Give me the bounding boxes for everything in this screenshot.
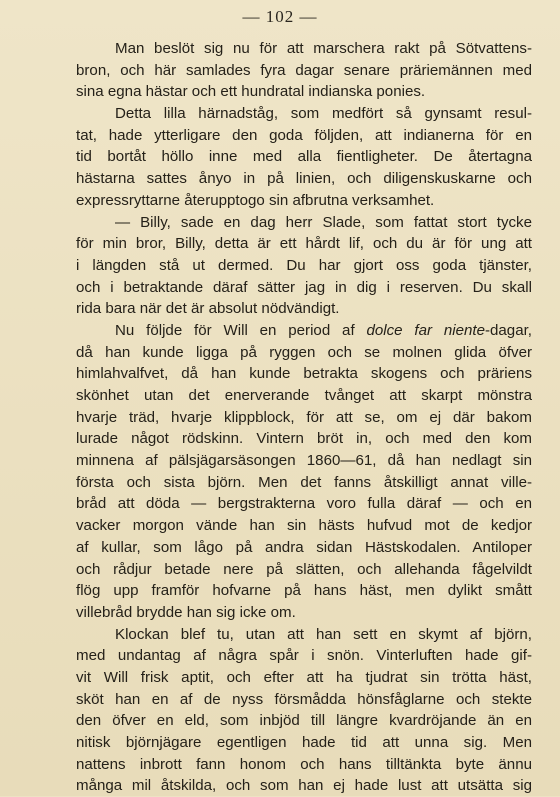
text-line: villebråd brydde han sig icke om. [76,603,296,621]
text-line: sköt han en af de nyss försmådda hönsfåglarne och stekte [76,690,532,708]
text-line: skönhet utan det enerverande tvånget att skarpt mönstra [76,387,532,404]
text-line: och rådjur betade nere på slätten, och allehanda fågelvildt [76,560,532,578]
text-line: vit Will frisk aptit, och efter att ha tjudrat sin trötta häst, [76,668,532,686]
text-line: den öfver en eld, som inbjöd till längre kvardröjande än en [76,712,532,730]
text-line: sina egna hästar och ett hundratal indianska ponies. [76,83,426,101]
text-line: första och sista björn. Men det fanns åtskilligt annat ville- [76,473,532,491]
text-line: minnena af pälsjägarsäsongen 1860—61, då han nedlagt sin [76,452,532,470]
text-line: — Billy, sade en dag herr Slade, som fattat stort tycke [115,213,532,231]
text-segment: -dagar, [484,321,532,339]
text-line: vacker morgon vände han sin hästs hufvud mot de kedjor [76,517,532,535]
text-line: lurade något rödskinn. Vintern bröt in, och med den kom [76,430,532,448]
text-line: Klockan blef tu, utan att han sett en skymt af björn, [115,625,532,643]
text-line: och i betraktande däraf sätter jag in dig i reserven. Du skall [76,278,532,296]
text-line: hästarna sattes ånyo in på linien, och diligenskuskarne och [76,170,532,188]
page-number: — 102 — [242,7,318,26]
italic-phrase: dolce far niente [366,321,485,339]
text-line: expressryttarne återupptogo sin afbrutna verksamhet. [76,191,435,209]
text-line: Man beslöt sig nu för att marschera rakt på Sötvattens- [115,40,532,57]
text-line: Detta lilla härnadståg, som medfört så gynsamt resul- [115,105,532,123]
text-line: af kullar, som lågo på andra sidan Hästskodalen. Antiloper [76,538,532,556]
text-line [76,320,532,342]
text-line: tid bortåt höllo inne med alla fientligheter. De återtagna [76,148,532,166]
text-line: bron, och här samlades fyra dagar senare präriemännen med [76,61,532,79]
text-line: många mil åtskilda, och som han ej hade lust att utsätta sig [76,777,532,795]
text-line: rida bara när det är absolut nödvändigt. [76,300,340,318]
text-line: flög upp framför hofvarne på hans häst, men dylikt smått [76,582,532,600]
text-line: då han kunde ligga på ryggen och se molnen glida öfver [76,343,532,361]
text-line: tat, hade ytterligare den goda följden, att indianerna för en [76,126,532,144]
text-line: för min bror, Billy, detta är ett hårdt lif, och du är för ung att [76,235,532,253]
text-line: hvarje träd, hvarje klippblock, för att se, om ej där bakom [76,408,532,426]
text-line: bråd att döda — bergstrakterna voro fulla däraf — och en [76,495,532,513]
text-line: nitisk björnjägare egentligen hade tid att unna sig. Men [76,734,532,751]
text-line: i längden stå ut dermed. Du har gjort oss goda tjänster, [76,256,532,274]
text-line: nattens inbrott fann honom och hans tilltänkta byte ännu [76,755,532,773]
body-text [76,38,532,797]
text-line: himlahvalfvet, då han kunde betrakta skogens och präriens [76,365,532,383]
text-segment: Nu följde för Will en period af [115,321,367,339]
text-line: med undantag af några spår i snön. Vinterluften hade gif- [76,647,532,665]
